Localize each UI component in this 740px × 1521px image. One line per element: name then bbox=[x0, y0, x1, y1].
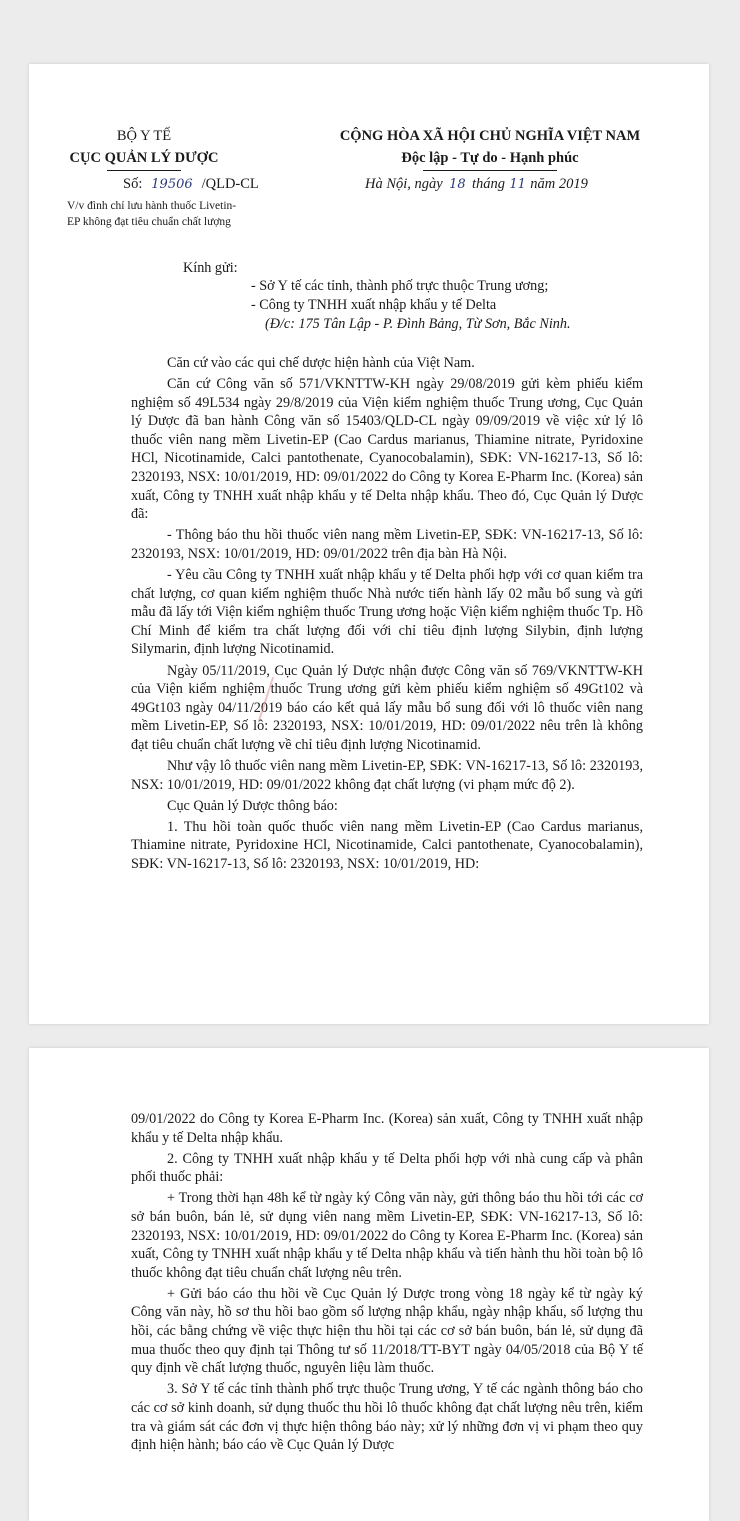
paragraph: - Thông báo thu hồi thuốc viên nang mềm Livetin-EP, SĐK: VN-16217-13, Số lô: 2320193, NSX: 10/01/2019, HD: 09/01/2022 trên địa bàn Hà Nội. bbox=[131, 527, 643, 562]
number-handwritten: 19506 bbox=[151, 177, 193, 192]
paragraph: - Yêu cầu Công ty TNHH xuất nhập khẩu y tế Delta phối hợp với cơ quan kiểm tra chất lượng, cơ quan kiểm nghiệm thuốc Nhà nước tiến hành lấy 02 mẫu bổ sung và gửi mẫu đã lấy tới Viện kiểm nghiệm thuốc Trung ương hoặc Viện kiểm nghiệm thuốc Tp. Hồ Chí Minh để kiểm tra chất lượng đối với chỉ tiêu định lượng Silybin, định lượng Silymarin, định lượng Nicotinamid. bbox=[131, 567, 643, 658]
recipient-2: - Công ty TNHH xuất nhập khẩu y tế Delta bbox=[251, 297, 497, 313]
date-month-handwritten: 11 bbox=[509, 177, 526, 192]
paragraph: 1. Thu hồi toàn quốc thuốc viên nang mềm Livetin-EP (Cao Cardus marianus, Thiamine nitrate, Pyridoxine HCl, Nicotinamide, Calci pantothenate, Cyanocobalamin), SĐK: VN-16217-13, Số lô: 2320193, NSX: 10/01/2019, HD: bbox=[131, 818, 643, 872]
page-1-body bbox=[131, 354, 643, 876]
paragraph: 3. Sở Y tế các tỉnh thành phố trực thuộc Trung ương, Y tế các ngành thông báo cho các cơ sở kinh doanh, sử dụng thuốc thu hồi lô thuốc không đạt chất lượng nêu trên, kiểm tra và giám sát các đơn vị thực hiện thông báo này; xử lý những đơn vị vi phạm theo quy định hiện hành; báo cáo về Cục Quản lý Dược bbox=[131, 1381, 643, 1454]
paragraph: Như vậy lô thuốc viên nang mềm Livetin-EP, SĐK: VN-16217-13, Số lô: 2320193, NSX: 10/01/2019, HD: 09/01/2022 không đạt chất lượng (vi phạm mức độ 2). bbox=[131, 757, 643, 793]
subject-line-1: V/v đình chỉ lưu hành thuốc Livetin- bbox=[67, 200, 237, 212]
document-number bbox=[123, 176, 259, 193]
date-year: năm 2019 bbox=[530, 176, 588, 192]
date-day-handwritten: 18 bbox=[449, 177, 466, 192]
department-underline bbox=[107, 170, 181, 171]
national-motto: Độc lập - Tự do - Hạnh phúc bbox=[401, 150, 579, 166]
date-place: Hà Nội, ngày bbox=[365, 176, 443, 192]
document-page-2 bbox=[29, 1048, 709, 1521]
paragraph: 09/01/2022 do Công ty Korea E-Pharm Inc. (Korea) sản xuất, Công ty TNHH xuất nhập khẩu y tế Delta nhập khẩu. bbox=[131, 1111, 643, 1146]
department-name: CỤC QUẢN LÝ DƯỢC bbox=[69, 150, 219, 166]
paragraph: Căn cứ Công văn số 571/VKNTTW-KH ngày 29/08/2019 gửi kèm phiếu kiểm nghiệm số 49L534 ngày 29/8/2019 của Viện kiểm nghiệm thuốc Trung ương, Cục Quản lý Dược đã ban hành Công văn số 15403/QLD-CL ngày 09/09/2019 về việc xử lý lô thuốc viên nang mềm Livetin-EP (Cao Cardus marianus, Thiamine nitrate, Pyridoxine HCl, Nicotinamide, Calci pantothenate, Cyanocobalamin), SĐK: VN-16217-13, Số lô: 2320193, NSX: 10/01/2019, HD: 09/01/2022 do Công ty Korea E-Pharm Inc. (Korea) sản xuất, Công ty TNHH xuất nhập khẩu y tế Delta nhập khẩu. Theo đó, Cục Quản lý Dược đã: bbox=[131, 376, 643, 523]
number-suffix: /QLD-CL bbox=[201, 176, 259, 192]
recipient-address: (Đ/c: 175 Tân Lập - P. Đình Bảng, Từ Sơn, Bắc Ninh. bbox=[265, 316, 571, 332]
subject-line-2: EP không đạt tiêu chuẩn chất lượng bbox=[67, 216, 231, 228]
paragraph: Cục Quản lý Dược thông báo: bbox=[167, 797, 338, 814]
recipient-1: - Sở Y tế các tỉnh, thành phố trực thuộc Trung ương; bbox=[251, 278, 549, 294]
date-month-label: tháng bbox=[471, 176, 506, 192]
paragraph: + Trong thời hạn 48h kể từ ngày ký Công văn này, gửi thông báo thu hồi tới các cơ sở bán buôn, bán lẻ, sử dụng viên nang mềm Livetin-EP, SĐK: VN-16217-13, Số lô: 2320193, NSX: 10/01/2019, HD: 09/01/2022 do Công ty Korea E-Pharm Inc. (Korea) sản xuất, Công ty TNHH xuất nhập khẩu y tế Delta nhập khẩu và tiến hành thu hồi toàn bộ lô thuốc không đạt tiêu chuẩn chất lượng nêu trên. bbox=[131, 1190, 643, 1281]
greeting: Kính gửi: bbox=[183, 260, 238, 276]
paragraph: + Gửi báo cáo thu hồi về Cục Quản lý Dược trong vòng 18 ngày kể từ ngày ký Công văn này, hồ sơ thu hồi bao gồm số lượng nhập khẩu, ngày nhập khẩu, số lượng thu hồi, các bằng chứng về việc thực hiện thu hồi tại các cơ sở bán buôn, bán lẻ, sử dụng đã mua thuốc theo quy định tại Thông tư số 11/2018/TT-BYT ngày 04/05/2018 của Bộ Y tế quy định về chất lượng thuốc, nguyên liệu làm thuốc. bbox=[131, 1285, 643, 1377]
ministry-name: BỘ Y TẾ bbox=[116, 128, 172, 144]
paragraph: 2. Công ty TNHH xuất nhập khẩu y tế Delta phối hợp với nhà cung cấp và phân phối thuốc phải: bbox=[131, 1150, 643, 1186]
motto-underline bbox=[423, 170, 557, 171]
number-prefix: Số: bbox=[123, 176, 143, 192]
document-page-1 bbox=[29, 64, 709, 1024]
paragraph: Ngày 05/11/2019, Cục Quản lý Dược nhận được Công văn số 769/VKNTTW-KH của Viện kiểm nghiệm thuốc Trung ương gửi kèm phiếu kiểm nghiệm số 49Gt102 và 49Gt103 ngày 04/11/2019 báo cáo kết quả lấy mẫu bổ sung đối với lô thuốc viên nang mềm Livetin-EP, Số lô: 2320193, NSX: 10/01/2019, HD: 09/01/2022 nêu trên là không đạt tiêu chuẩn chất lượng về chỉ tiêu định lượng Nicotinamid. bbox=[131, 662, 643, 753]
nation-title: CỘNG HÒA XÃ HỘI CHỦ NGHĨA VIỆT NAM bbox=[339, 128, 641, 144]
paragraph: Căn cứ vào các qui chế dược hiện hành của Việt Nam. bbox=[167, 355, 475, 371]
issue-date bbox=[365, 176, 588, 193]
page-2-body bbox=[131, 1110, 643, 1457]
